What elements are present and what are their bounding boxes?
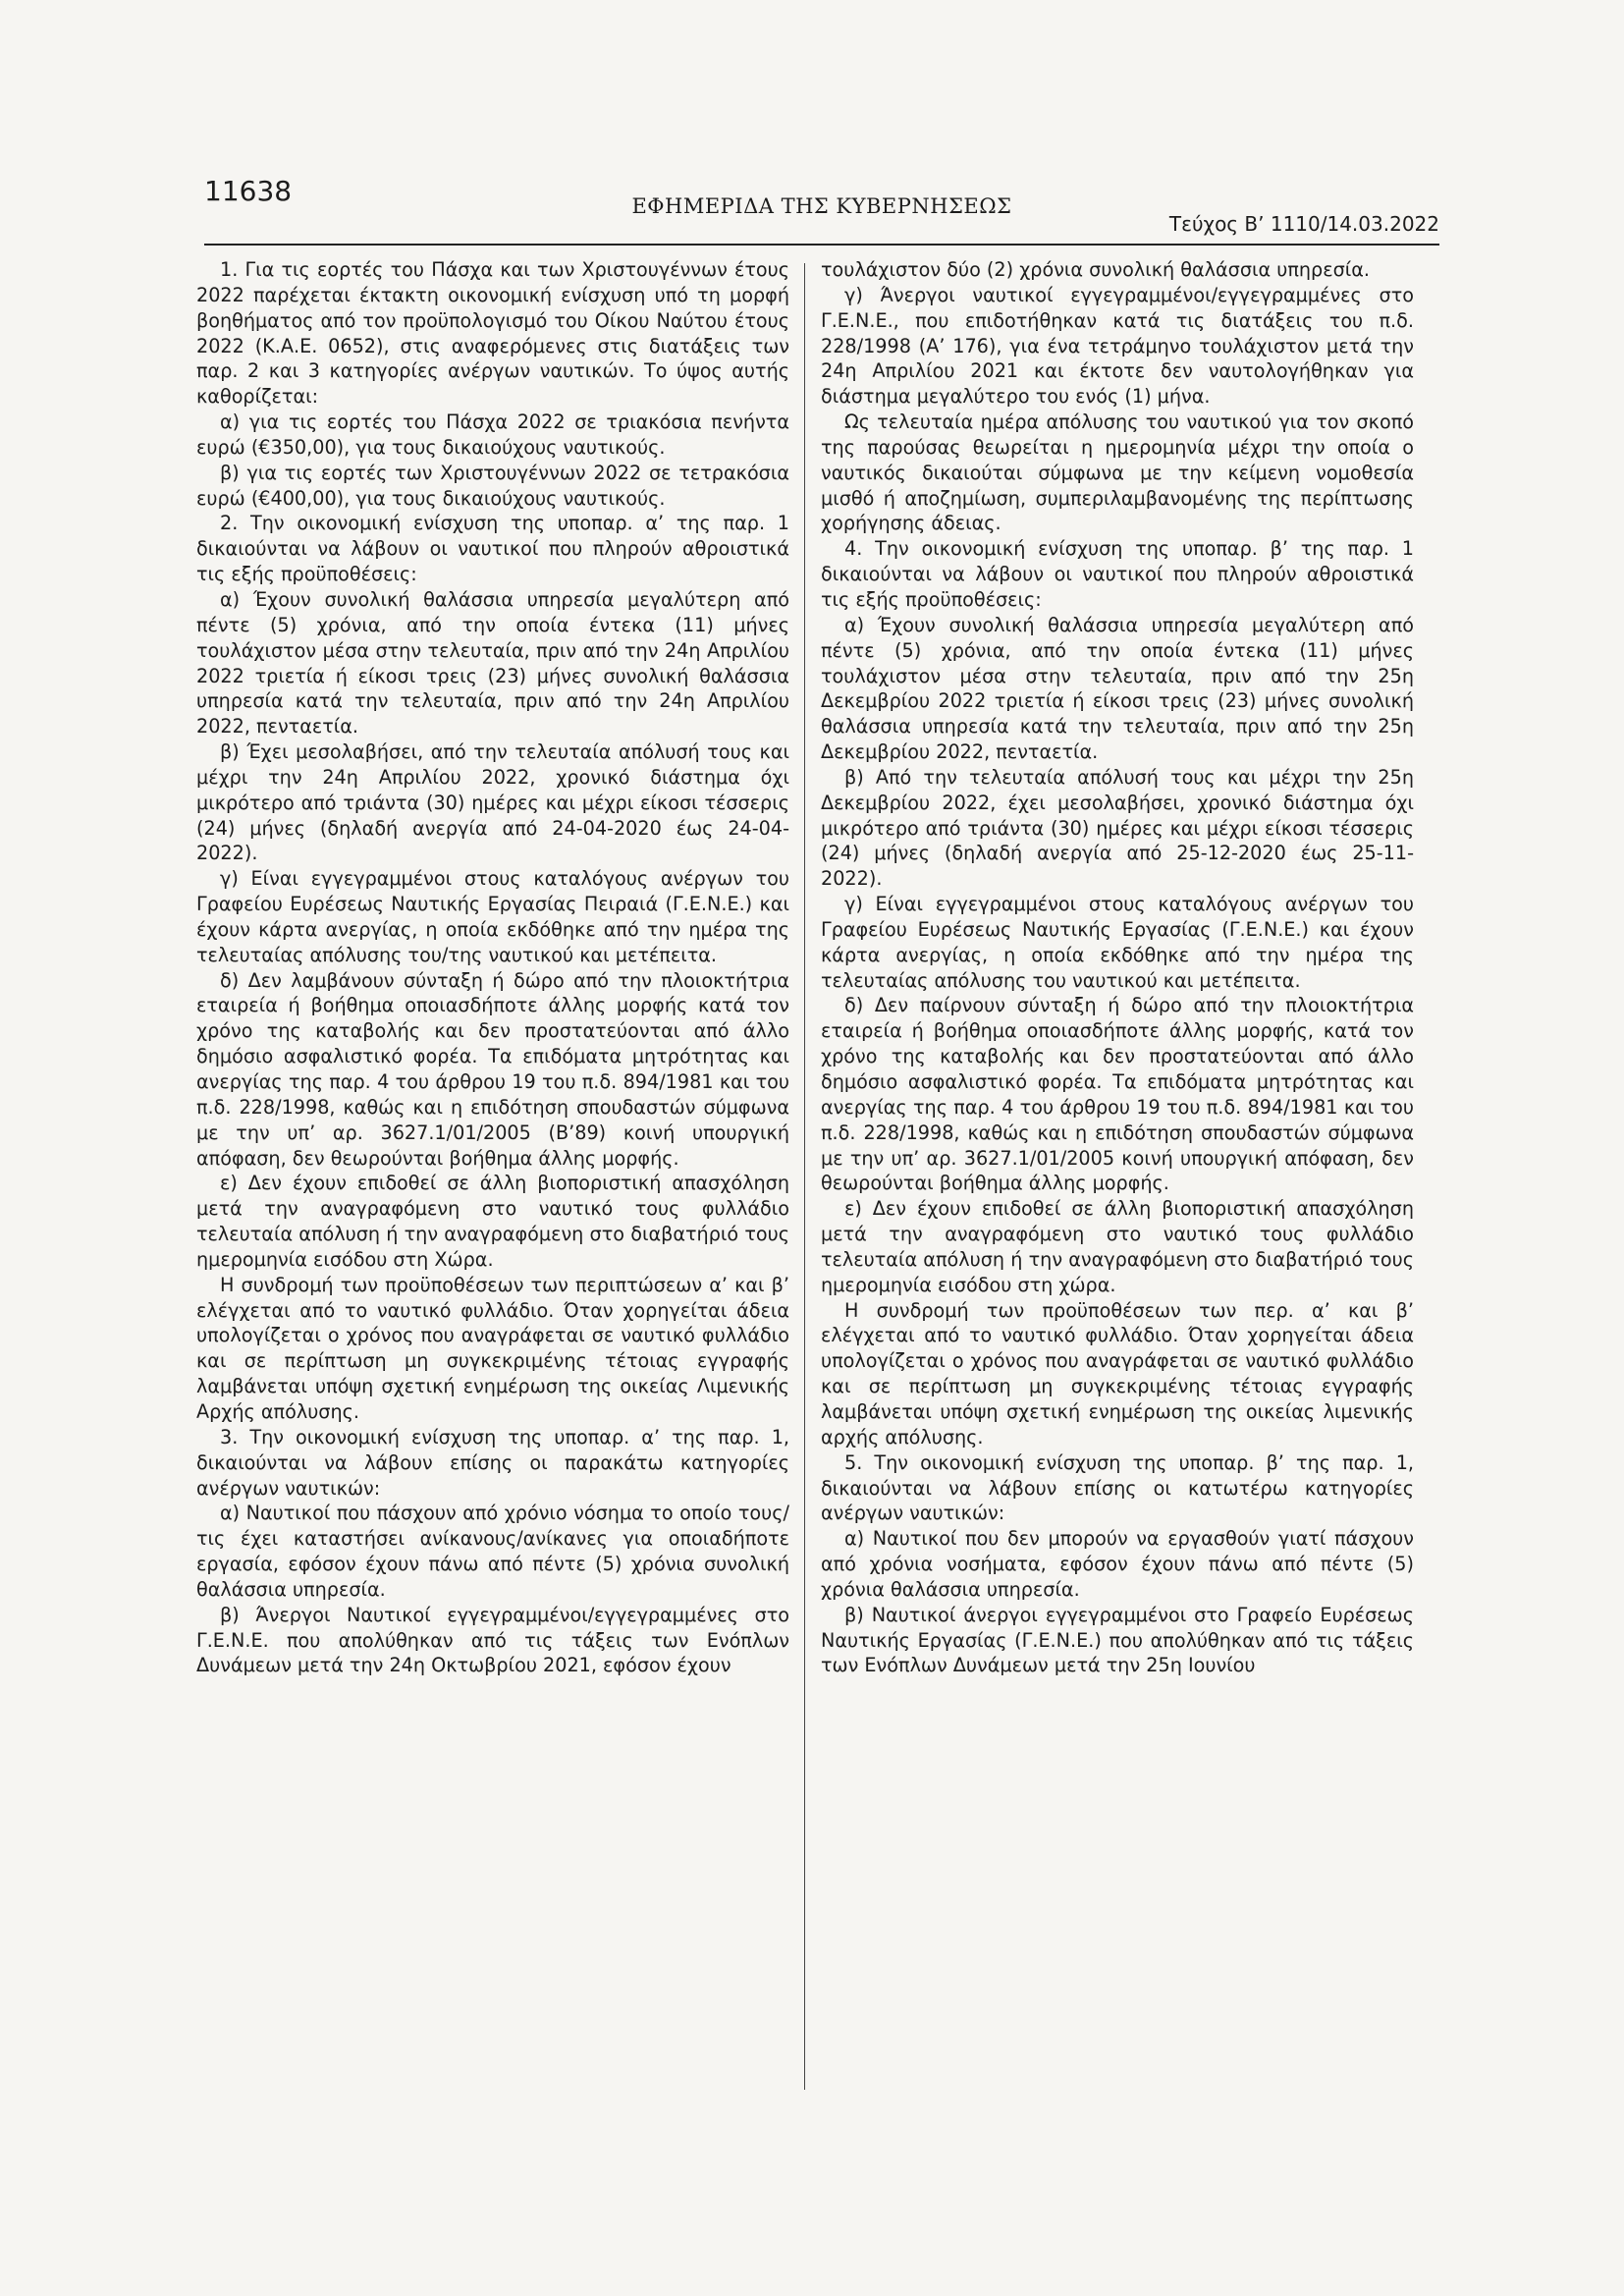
header-rule [204, 244, 1439, 246]
paragraph: 4. Την οικονομική ενίσχυση της υποπαρ. β’ της παρ. 1 δικαιούνται να λάβουν οι ναυτικοί που πληρούν αθροιστικά τις εξής προϋποθέσεις: [821, 537, 1414, 611]
paragraph: Η συνδρομή των προϋποθέσεων των περιπτώσεων α’ και β’ ελέγχεται από το ναυτικό φυλλάδιο. Όταν χορηγείται άδεια υπολογίζεται ο χρόνος που αναγράφεται σε ναυτικό φυλλάδιο και σε περίπτωση μη συγκεκριμένης τέτοιας εγγραφής λαμβάνεται υπόψη σχετική ενημέρωση της οικείας Λιμενικής Αρχής απόλυσης. [196, 1273, 789, 1423]
paragraph: γ) Είναι εγγεγραμμένοι στους καταλόγους ανέργων του Γραφείου Ευρέσεως Ναυτικής Εργασίας (Γ.Ε.Ν.Ε.) και έχουν κάρτα ανεργίας, η οποία εκδόθηκε από την ημέρα της τελευταίας απόλυσης του ναυτικού και μετέπειτα. [821, 893, 1414, 992]
paragraph: Ως τελευταία ημέρα απόλυσης του ναυτικού για τον σκοπό της παρούσας θεωρείται η ημερομηνία μέχρι την οποία ο ναυτικός δικαιούται σύμφωνα με την κείμενη νομοθεσία μισθό ή αποζημίωση, συμπεριλαμβανομένης της περίπτωσης χορήγησης άδειας. [821, 410, 1414, 535]
column-divider [804, 263, 805, 2090]
left-column [196, 257, 789, 1678]
paragraph: 5. Την οικονομική ενίσχυση της υποπαρ. β’ της παρ. 1, δικαιούνται να λάβουν επίσης οι κατωτέρω κατηγορίες ανέργων ναυτικών: [821, 1450, 1414, 1525]
paragraph: β) Από την τελευταία απόλυσή τους και μέχρι την 25η Δεκεμβρίου 2022, έχει μεσολαβήσει, χρονικό διάστημα όχι μικρότερο από τριάντα (30) ημέρες και μέχρι είκοσι τέσσερις (24) μήνες (δηλαδή ανεργία από 25-12-2020 έως 25-11-2022). [821, 765, 1414, 891]
paragraph: δ) Δεν λαμβάνουν σύνταξη ή δώρο από την πλοιοκτήτρια εταιρεία ή βοήθημα οποιασδήποτε άλλης μορφής κατά τον χρόνο της καταβολής και δεν προστατεύονται από άλλο δημόσιο ασφαλιστικό φορέα. Τα επιδόματα μητρότητας και ανεργίας της παρ. 4 του άρθρου 19 του π.δ. 894/1981 και του π.δ. 228/1998, καθώς και η επιδότηση σπουδαστών σύμφωνα με την υπ’ αρ. 3627.1/01/2005 (Β’89) κοινή υπουργική απόφαση, δεν θεωρούνται βοήθημα άλλης μορφής. [196, 968, 789, 1170]
paragraph: τουλάχιστον δύο (2) χρόνια συνολική θαλάσσια υπηρεσία. [821, 258, 1371, 281]
paragraph: β) Έχει μεσολαβήσει, από την τελευταία απόλυσή τους και μέχρι την 24η Απριλίου 2022, χρονικό διάστημα όχι μικρότερο από τριάντα (30) ημέρες και μέχρι είκοσι τέσσερις (24) μήνες (δηλαδή ανεργία από 24-04-2020 έως 24-04-2022). [196, 740, 789, 865]
paragraph: γ) Άνεργοι ναυτικοί εγγεγραμμένοι/εγγεγραμμένες στο Γ.Ε.Ν.Ε., που επιδοτήθηκαν κατά τις διατάξεις του π.δ. 228/1998 (Α’ 176), για ένα τετράμηνο τουλάχιστον μετά την 24η Απριλίου 2021 και έκτοτε δεν ναυτολογήθηκαν για διάστημα μεγαλύτερο του ενός (1) μήνα. [821, 283, 1414, 409]
page-header [204, 175, 1439, 244]
issue-number: Τεύχος Β’ 1110/14.03.2022 [1168, 212, 1439, 236]
paragraph: 3. Την οικονομική ενίσχυση της υποπαρ. α’ της παρ. 1, δικαιούνται να λάβουν επίσης οι παρακάτω κατηγορίες ανέργων ναυτικών: [196, 1425, 789, 1500]
paragraph: ε) Δεν έχουν επιδοθεί σε άλλη βιοποριστική απασχόληση μετά την αναγραφόμενη στο ναυτικό τους φυλλάδιο τελευταία απόλυση ή την αναγραφόμενη στο διαβατήριό τους ημερομηνία εισόδου στη Χώρα. [196, 1172, 789, 1271]
paragraph: α) Έχουν συνολική θαλάσσια υπηρεσία μεγαλύτερη από πέντε (5) χρόνια, από την οποία έντεκα (11) μήνες τουλάχιστον μέσα στην τελευταία, πριν από την 25η Δεκεμβρίου 2022 τριετία ή είκοσι τρεις (23) μήνες συνολική θαλάσσια υπηρεσία κατά την τελευταία, πριν από την 25η Δεκεμβρίου 2022, πενταετία. [821, 613, 1414, 764]
paragraph: α) Ναυτικοί που πάσχουν από χρόνιο νόσημα το οποίο τους/τις έχει καταστήσει ανίκανους/ανίκανες για οποιαδήποτε εργασία, εφόσον έχουν πάνω από πέντε (5) χρόνια συνολική θαλάσσια υπηρεσία. [196, 1502, 789, 1601]
gazette-title: ΕΦΗΜΕΡΙΔΑ ΤΗΣ ΚΥΒΕΡΝΗΣΕΩΣ [631, 194, 1012, 218]
paragraph: ε) Δεν έχουν επιδοθεί σε άλλη βιοποριστική απασχόληση μετά την αναγραφόμενη στο ναυτικό τους φυλλάδιο τελευταία απόλυση ή την αναγραφόμενη στο διαβατήριό τους ημερομηνία εισόδου στη χώρα. [821, 1197, 1414, 1296]
paragraph: 2. Την οικονομική ενίσχυση της υποπαρ. α’ της παρ. 1 δικαιούνται να λάβουν οι ναυτικοί που πληρούν αθροιστικά τις εξής προϋποθέσεις: [196, 512, 789, 586]
paragraph: β) Άνεργοι Ναυτικοί εγγεγραμμένοι/εγγεγραμμένες στο Γ.Ε.Ν.Ε. που απολύθηκαν από τις τάξεις των Ενόπλων Δυνάμεων μετά την 24η Οκτωβρίου 2021, εφόσον έχουν [196, 1603, 789, 1677]
paragraph: α) Ναυτικοί που δεν μπορούν να εργασθούν γιατί πάσχουν από χρόνια νοσήματα, εφόσον έχουν πάνω από πέντε (5) χρόνια θαλάσσια υπηρεσία. [821, 1527, 1414, 1601]
paragraph: δ) Δεν παίρνουν σύνταξη ή δώρο από την πλοιοκτήτρια εταιρεία ή βοήθημα οποιασδήποτε άλλης μορφής, κατά τον χρόνο της καταβολής και δεν προστατεύονται από άλλο δημόσιο ασφαλιστικό φορέα. Τα επιδόματα μητρότητας και ανεργίας της παρ. 4 του άρθρου 19 του π.δ. 894/1981 και του π.δ. 228/1998, καθώς και η επιδότηση σπουδαστών σύμφωνα με την υπ’ αρ. 3627.1/01/2005 κοινή υπουργική απόφαση, δεν θεωρούνται βοήθημα άλλης μορφής. [821, 994, 1414, 1195]
paragraph: β) Ναυτικοί άνεργοι εγγεγραμμένοι στο Γραφείο Ευρέσεως Ναυτικής Εργασίας (Γ.Ε.Ν.Ε.) που απολύθηκαν από τις τάξεις των Ενόπλων Δυνάμεων μετά την 25η Ιουνίου [821, 1603, 1414, 1677]
page-number: 11638 [204, 175, 293, 207]
paragraph: 1. Για τις εορτές του Πάσχα και των Χριστουγέννων έτους 2022 παρέχεται έκτακτη οικονομική ενίσχυση υπό τη μορφή βοηθήματος από τον προϋπολογισμό του Οίκου Ναύτου έτους 2022 (Κ.Α.Ε. 0652), στις αναφερόμενες στις διατάξεις των παρ. 2 και 3 κατηγορίες ανέργων ναυτικών. Το ύψος αυτής καθορίζεται: [196, 258, 789, 409]
paragraph: β) για τις εορτές των Χριστουγέννων 2022 σε τετρακόσια ευρώ (€400,00), για τους δικαιούχους ναυτικούς. [196, 461, 789, 510]
paragraph: α) Έχουν συνολική θαλάσσια υπηρεσία μεγαλύτερη από πέντε (5) χρόνια, από την οποία έντεκα (11) μήνες τουλάχιστον μέσα στην τελευταία, πριν από την 24η Απριλίου 2022 τριετία ή είκοσι τρεις (23) μήνες συνολική θαλάσσια υπηρεσία κατά την τελευταία, πριν από την 24η Απριλίου 2022, πενταετία. [196, 587, 789, 738]
paragraph: γ) Είναι εγγεγραμμένοι στους καταλόγους ανέργων του Γραφείου Ευρέσεως Ναυτικής Εργασίας Πειραιά (Γ.Ε.Ν.Ε.) και έχουν κάρτα ανεργίας, η οποία εκδόθηκε από την ημέρα της τελευταίας απόλυσης του/της ναυτικού και μετέπειτα. [196, 867, 789, 966]
paragraph: Η συνδρομή των προϋποθέσεων των περ. α’ και β’ ελέγχεται από το ναυτικό φυλλάδιο. Όταν χορηγείται άδεια υπολογίζεται ο χρόνος που αναγράφεται σε ναυτικό φυλλάδιο και σε περίπτωση μη συγκεκριμένης τέτοιας εγγραφής λαμβάνεται υπόψη σχετική ενημέρωση της οικείας λιμενικής αρχής απόλυσης. [821, 1298, 1414, 1449]
paragraph: α) για τις εορτές του Πάσχα 2022 σε τριακόσια πενήντα ευρώ (€350,00), για τους δικαιούχους ναυτικούς. [196, 410, 789, 459]
right-column [821, 257, 1414, 1678]
